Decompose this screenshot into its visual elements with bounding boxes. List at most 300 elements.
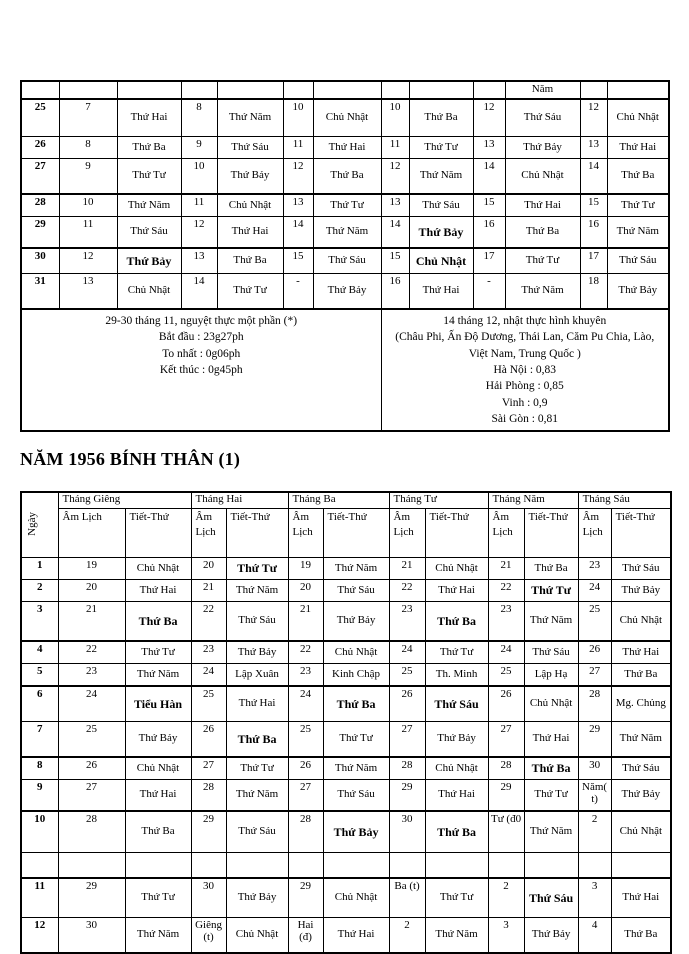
december-calendar-table — [20, 80, 670, 432]
lunar-date-cell: 25 — [488, 664, 524, 687]
lunar-date-cell: 2 — [389, 918, 425, 954]
weekday-cell — [425, 853, 488, 879]
table-row — [21, 686, 671, 722]
weekday-cell: Thứ Bảy — [313, 274, 381, 310]
lunar-date-cell: 2 — [488, 878, 524, 918]
table-row — [21, 217, 669, 249]
lunar-date-cell: 13 — [473, 137, 505, 159]
weekday-cell: Thứ Năm — [524, 602, 578, 642]
lunar-date-cell: 16 — [473, 217, 505, 249]
lunar-date-cell: 25 — [389, 664, 425, 687]
solar-day-cell: 6 — [21, 686, 58, 722]
weekday-cell: Thứ Năm — [611, 722, 671, 758]
lunar-date-cell: Tư (đ0 — [488, 811, 524, 853]
solar-day-cell — [21, 853, 58, 879]
note-line: (Châu Phi, Ấn Độ Dương, Thái Lan, Căm Pu Chia, Lào, Việt Nam, Trung Quốc ) — [395, 331, 655, 360]
table-row — [21, 853, 671, 879]
lunar-date-cell: 15 — [473, 194, 505, 217]
lunar-date-cell: 25 — [288, 722, 323, 758]
am-lich-header: Âm Lịch — [288, 509, 323, 558]
continuation-cell — [21, 81, 59, 99]
lunar-date-cell: 17 — [580, 248, 607, 274]
solar-day-cell: 1 — [21, 558, 58, 580]
continuation-row — [21, 81, 669, 99]
continuation-cell — [473, 81, 505, 99]
table-row — [21, 780, 671, 812]
weekday-cell: Thứ Năm — [117, 194, 181, 217]
weekday-cell: Thứ Sáu — [117, 217, 181, 249]
lunar-date-cell: 22 — [389, 580, 425, 602]
weekday-cell: Thứ Ba — [524, 558, 578, 580]
weekday-cell: Chủ Nhật — [313, 99, 381, 137]
weekday-cell: Thứ Tư — [125, 878, 191, 918]
am-lich-header: Âm Lịch — [58, 509, 125, 558]
weekday-cell: Thứ Sáu — [505, 99, 580, 137]
table-row — [21, 159, 669, 195]
weekday-cell: Thứ Bảy — [524, 918, 578, 954]
weekday-cell: Thứ Tư — [505, 248, 580, 274]
table-row — [21, 99, 669, 137]
lunar-date-cell: 8 — [181, 99, 217, 137]
solar-eclipse-note — [381, 309, 669, 431]
lunar-date-cell: 12 — [59, 248, 117, 274]
lunar-date-cell: 12 — [283, 159, 313, 195]
solar-day-cell: 27 — [21, 159, 59, 195]
weekday-cell: Thứ Bảy — [323, 811, 389, 853]
lunar-date-cell: 28 — [389, 757, 425, 780]
weekday-cell: Chủ Nhật — [125, 757, 191, 780]
month-header-nam: Tháng Năm — [488, 492, 578, 509]
weekday-cell: Thứ Tư — [524, 580, 578, 602]
tiet-thu-header: Tiết-Thứ — [323, 509, 389, 558]
lunar-date-cell: 26 — [288, 757, 323, 780]
lunar-date-cell: 26 — [58, 757, 125, 780]
weekday-cell: Thứ Hai — [611, 878, 671, 918]
lunar-date-cell: 12 — [580, 99, 607, 137]
weekday-cell: Lập Hạ — [524, 664, 578, 687]
lunar-date-cell: 8 — [59, 137, 117, 159]
lunar-date-cell: 28 — [288, 811, 323, 853]
weekday-cell: Thứ Bảy — [125, 722, 191, 758]
lunar-date-cell: 22 — [191, 602, 226, 642]
lunar-date-cell: 26 — [389, 686, 425, 722]
weekday-cell: Mg. Chủng — [611, 686, 671, 722]
lunar-date-cell: 14 — [580, 159, 607, 195]
lunar-date-cell: - — [473, 274, 505, 310]
lunar-date-cell: 23 — [488, 602, 524, 642]
lunar-date-cell: 27 — [488, 722, 524, 758]
weekday-cell: Thứ Hai — [505, 194, 580, 217]
weekday-cell — [226, 853, 288, 879]
lunar-date-cell: 26 — [578, 641, 611, 664]
lunar-date-cell: 25 — [578, 602, 611, 642]
lunar-date-cell: 11 — [381, 137, 409, 159]
weekday-cell: Thứ Hai — [117, 99, 181, 137]
lunar-date-cell: 15 — [580, 194, 607, 217]
am-lich-header: Âm Lịch — [191, 509, 226, 558]
lunar-date-cell: 27 — [191, 757, 226, 780]
lunar-date-cell: 15 — [381, 248, 409, 274]
weekday-cell: Thứ Bảy — [425, 722, 488, 758]
solar-day-cell: 29 — [21, 217, 59, 249]
lunar-date-cell: 14 — [283, 217, 313, 249]
solar-day-cell: 30 — [21, 248, 59, 274]
lunar-date-cell: 10 — [59, 194, 117, 217]
weekday-cell: Thứ Năm — [313, 217, 381, 249]
weekday-cell: Thứ Bảy — [226, 641, 288, 664]
weekday-cell: Thứ Bảy — [611, 580, 671, 602]
weekday-cell: Chủ Nhật — [323, 878, 389, 918]
lunar-date-cell: 10 — [181, 159, 217, 195]
lunar-date-cell: 14 — [181, 274, 217, 310]
solar-day-cell: 25 — [21, 99, 59, 137]
weekday-cell: Thứ Năm — [217, 99, 283, 137]
subheader-row — [21, 509, 671, 558]
lunar-date-cell: 11 — [181, 194, 217, 217]
lunar-date-cell: 29 — [288, 878, 323, 918]
weekday-cell: Thứ Ba — [217, 248, 283, 274]
lunar-date-cell: 24 — [389, 641, 425, 664]
lunar-date-cell: 13 — [181, 248, 217, 274]
weekday-cell: Thứ Sáu — [611, 757, 671, 780]
weekday-cell: Chủ Nhật — [226, 918, 288, 954]
lunar-date-cell: 24 — [191, 664, 226, 687]
tiet-thu-header: Tiết-Thứ — [125, 509, 191, 558]
weekday-cell: Thứ Ba — [611, 918, 671, 954]
weekday-cell: Thứ Sáu — [425, 686, 488, 722]
weekday-cell: Thứ Ba — [524, 757, 578, 780]
weekday-cell: Thứ Năm — [425, 918, 488, 954]
note-line: Kết thúc : 0g45ph — [159, 363, 243, 376]
lunar-date-cell: 7 — [59, 99, 117, 137]
solar-day-cell: 7 — [21, 722, 58, 758]
weekday-cell: Thứ Năm — [226, 580, 288, 602]
top-calendar-body — [21, 81, 669, 309]
weekday-cell: Chủ Nhật — [425, 558, 488, 580]
weekday-cell: Thứ Tư — [117, 159, 181, 195]
lunar-date-cell: 21 — [288, 602, 323, 642]
day-column-header — [21, 492, 58, 558]
lunar-date-cell: 20 — [288, 580, 323, 602]
lunar-date-cell: 23 — [191, 641, 226, 664]
solar-day-cell: 4 — [21, 641, 58, 664]
lunar-date-cell: 25 — [191, 686, 226, 722]
weekday-cell: Thứ Hai — [524, 722, 578, 758]
year-calendar-body — [21, 558, 671, 954]
weekday-cell: Chủ Nhật — [323, 641, 389, 664]
note-line: Vinh : 0,9 — [501, 396, 548, 409]
weekday-cell: Thứ Tư — [607, 194, 669, 217]
lunar-date-cell: 24 — [488, 641, 524, 664]
month-header-hai: Tháng Hai — [191, 492, 288, 509]
weekday-cell: Thứ Tư — [226, 757, 288, 780]
weekday-cell: Chủ Nhật — [607, 99, 669, 137]
lunar-date-cell: Ba (t) — [389, 878, 425, 918]
weekday-cell: Thứ Sáu — [226, 811, 288, 853]
solar-day-cell: 9 — [21, 780, 58, 812]
table-row — [21, 248, 669, 274]
weekday-cell: Thứ Bảy — [607, 274, 669, 310]
table-row — [21, 274, 669, 310]
solar-day-cell: 31 — [21, 274, 59, 310]
weekday-cell: Chủ Nhật — [425, 757, 488, 780]
weekday-cell: Thứ Ba — [313, 159, 381, 195]
lunar-date-cell: 30 — [389, 811, 425, 853]
lunar-date-cell: 12 — [181, 217, 217, 249]
lunar-date-cell: 23 — [389, 602, 425, 642]
continuation-cell — [409, 81, 473, 99]
weekday-cell: Thứ Bảy — [409, 217, 473, 249]
lunar-date-cell: 16 — [580, 217, 607, 249]
continuation-cell — [59, 81, 117, 99]
note-line: 14 tháng 12, nhật thực hình khuyên — [443, 315, 607, 327]
weekday-cell: Lập Xuân — [226, 664, 288, 687]
weekday-cell: Thứ Năm — [323, 757, 389, 780]
year-table-header — [21, 492, 671, 558]
weekday-cell: Thứ Năm — [125, 918, 191, 954]
weekday-cell: Thứ Hai — [409, 274, 473, 310]
lunar-date-cell: 27 — [58, 780, 125, 812]
lunar-date-cell — [488, 853, 524, 879]
weekday-cell: Thứ Tư — [409, 137, 473, 159]
lunar-date-cell: 24 — [288, 686, 323, 722]
lunar-date-cell: 12 — [381, 159, 409, 195]
weekday-cell: Thứ Sáu — [611, 558, 671, 580]
page-title: NĂM 1956 BÍNH THÂN (1) — [20, 449, 241, 470]
weekday-cell: Thứ Hai — [125, 780, 191, 812]
lunar-date-cell: 18 — [580, 274, 607, 310]
lunar-date-cell: 10 — [381, 99, 409, 137]
weekday-cell: Thứ Ba — [607, 159, 669, 195]
continuation-cell — [313, 81, 381, 99]
lunar-date-cell: 21 — [191, 580, 226, 602]
weekday-cell: Chủ Nhật — [409, 248, 473, 274]
table-row — [21, 757, 671, 780]
lunar-date-cell: 29 — [58, 878, 125, 918]
continuation-cell: Năm — [505, 81, 580, 99]
lunar-date-cell: 19 — [58, 558, 125, 580]
lunar-date-cell: 21 — [58, 602, 125, 642]
weekday-cell: Thứ Tư — [425, 878, 488, 918]
continuation-cell — [607, 81, 669, 99]
weekday-cell: Thứ Sáu — [323, 780, 389, 812]
lunar-date-cell: 29 — [578, 722, 611, 758]
lunar-date-cell — [389, 853, 425, 879]
lunar-date-cell: Hai (đ) — [288, 918, 323, 954]
note-line: Hà Nội : 0,83 — [493, 363, 557, 376]
weekday-cell: Thứ Sáu — [524, 641, 578, 664]
weekday-cell: Chủ Nhật — [117, 274, 181, 310]
lunar-date-cell: 29 — [488, 780, 524, 812]
weekday-cell: Thứ Hai — [125, 580, 191, 602]
lunar-date-cell — [58, 853, 125, 879]
lunar-date-cell — [191, 853, 226, 879]
lunar-date-cell: 13 — [59, 274, 117, 310]
solar-day-cell: 10 — [21, 811, 58, 853]
day-header-label: Ngày — [26, 511, 38, 536]
lunar-date-cell: 17 — [473, 248, 505, 274]
lunar-date-cell: 30 — [58, 918, 125, 954]
weekday-cell: Thứ Bảy — [505, 137, 580, 159]
solar-day-cell: 12 — [21, 918, 58, 954]
weekday-cell: Thứ Năm — [409, 159, 473, 195]
lunar-date-cell: 11 — [59, 217, 117, 249]
lunar-date-cell: 25 — [58, 722, 125, 758]
lunar-date-cell: 23 — [578, 558, 611, 580]
weekday-cell: Thứ Tư — [217, 274, 283, 310]
lunar-date-cell: 27 — [288, 780, 323, 812]
table-row — [21, 918, 671, 954]
lunar-date-cell: 28 — [578, 686, 611, 722]
lunar-date-cell: 29 — [389, 780, 425, 812]
table-row — [21, 137, 669, 159]
year-1956-calendar-table — [20, 491, 672, 954]
weekday-cell: Thứ Hai — [313, 137, 381, 159]
lunar-date-cell: 22 — [288, 641, 323, 664]
weekday-cell: Thứ Ba — [226, 722, 288, 758]
weekday-cell: Thứ Tư — [425, 641, 488, 664]
continuation-cell — [117, 81, 181, 99]
lunar-date-cell: - — [283, 274, 313, 310]
month-header-tu: Tháng Tư — [389, 492, 488, 509]
lunar-date-cell: 20 — [58, 580, 125, 602]
lunar-date-cell: Năm(t) — [578, 780, 611, 812]
weekday-cell: Chủ Nhật — [125, 558, 191, 580]
weekday-cell: Thứ Năm — [505, 274, 580, 310]
note-line: Hải Phòng : 0,85 — [485, 380, 564, 393]
weekday-cell: Thứ Sáu — [607, 248, 669, 274]
weekday-cell: Thứ Hai — [323, 918, 389, 954]
lunar-date-cell: 29 — [191, 811, 226, 853]
weekday-cell: Thứ Ba — [425, 602, 488, 642]
tiet-thu-header: Tiết-Thứ — [226, 509, 288, 558]
lunar-date-cell: 14 — [473, 159, 505, 195]
weekday-cell: Tiểu Hàn — [125, 686, 191, 722]
note-line: Bắt đầu : 23g27ph — [158, 331, 244, 344]
tiet-thu-header: Tiết-Thứ — [611, 509, 671, 558]
lunar-date-cell: 30 — [191, 878, 226, 918]
tiet-thu-header: Tiết-Thứ — [425, 509, 488, 558]
table-row — [21, 664, 671, 687]
lunar-date-cell: Giêng (t) — [191, 918, 226, 954]
note-line: To nhất : 0g06ph — [162, 347, 241, 360]
lunar-date-cell: 13 — [580, 137, 607, 159]
weekday-cell: Thứ Năm — [125, 664, 191, 687]
weekday-cell: Chủ Nhật — [505, 159, 580, 195]
lunar-date-cell: 11 — [283, 137, 313, 159]
weekday-cell: Th. Minh — [425, 664, 488, 687]
continuation-cell — [181, 81, 217, 99]
lunar-date-cell: 10 — [283, 99, 313, 137]
weekday-cell: Chủ Nhật — [217, 194, 283, 217]
weekday-cell — [524, 853, 578, 879]
weekday-cell: Thứ Sáu — [323, 580, 389, 602]
lunar-date-cell: 30 — [578, 757, 611, 780]
weekday-cell: Thứ Bảy — [217, 159, 283, 195]
weekday-cell: Thứ Hai — [226, 686, 288, 722]
lunar-date-cell: 3 — [488, 918, 524, 954]
lunar-date-cell: 27 — [389, 722, 425, 758]
lunar-date-cell: 14 — [381, 217, 409, 249]
lunar-date-cell — [288, 853, 323, 879]
weekday-cell: Thứ Hai — [607, 137, 669, 159]
weekday-cell: Thứ Bảy — [117, 248, 181, 274]
solar-day-cell: 3 — [21, 602, 58, 642]
continuation-cell — [283, 81, 313, 99]
weekday-cell: Kinh Chập — [323, 664, 389, 687]
month-header-row — [21, 492, 671, 509]
month-header-ba: Tháng Ba — [288, 492, 389, 509]
solar-day-cell: 11 — [21, 878, 58, 918]
lunar-date-cell: 24 — [58, 686, 125, 722]
weekday-cell: Thứ Tư — [226, 558, 288, 580]
eclipse-notes-body — [21, 309, 669, 431]
tiet-thu-header: Tiết-Thứ — [524, 509, 578, 558]
lunar-date-cell: 13 — [283, 194, 313, 217]
weekday-cell: Thứ Tư — [524, 780, 578, 812]
lunar-date-cell: 23 — [288, 664, 323, 687]
weekday-cell: Thứ Năm — [607, 217, 669, 249]
weekday-cell: Thứ Năm — [226, 780, 288, 812]
weekday-cell: Thứ Sáu — [217, 137, 283, 159]
solar-day-cell: 26 — [21, 137, 59, 159]
lunar-date-cell: 27 — [578, 664, 611, 687]
weekday-cell: Thứ Ba — [505, 217, 580, 249]
table-row — [21, 878, 671, 918]
weekday-cell: Thứ Hai — [425, 580, 488, 602]
lunar-date-cell: 16 — [381, 274, 409, 310]
weekday-cell: Thứ Tư — [323, 722, 389, 758]
table-row — [21, 602, 671, 642]
weekday-cell: Thứ Ba — [323, 686, 389, 722]
weekday-cell: Thứ Ba — [125, 602, 191, 642]
note-line: Sài Gòn : 0,81 — [491, 412, 558, 425]
weekday-cell: Thứ Sáu — [226, 602, 288, 642]
weekday-cell: Thứ Sáu — [313, 248, 381, 274]
weekday-cell: Thứ Hai — [217, 217, 283, 249]
notes-row — [21, 309, 669, 431]
lunar-date-cell: 21 — [488, 558, 524, 580]
weekday-cell — [125, 853, 191, 879]
weekday-cell: Chủ Nhật — [611, 811, 671, 853]
lunar-date-cell: 22 — [488, 580, 524, 602]
lunar-date-cell: 28 — [488, 757, 524, 780]
am-lich-header: Âm Lịch — [578, 509, 611, 558]
lunar-date-cell: 26 — [191, 722, 226, 758]
lunar-date-cell: 13 — [381, 194, 409, 217]
weekday-cell — [323, 853, 389, 879]
weekday-cell: Thứ Ba — [117, 137, 181, 159]
month-header-gieng: Tháng Giêng — [58, 492, 191, 509]
lunar-date-cell: 23 — [58, 664, 125, 687]
weekday-cell: Thứ Ba — [125, 811, 191, 853]
weekday-cell — [611, 853, 671, 879]
table-row — [21, 722, 671, 758]
lunar-date-cell: 15 — [283, 248, 313, 274]
lunar-date-cell: 28 — [191, 780, 226, 812]
table-row — [21, 558, 671, 580]
note-line: 29-30 tháng 11, nguyệt thực một phần (*) — [105, 315, 298, 327]
am-lich-header: Âm Lịch — [389, 509, 425, 558]
continuation-cell — [580, 81, 607, 99]
table-row — [21, 641, 671, 664]
weekday-cell: Chủ Nhật — [611, 602, 671, 642]
lunar-date-cell: 3 — [578, 878, 611, 918]
lunar-date-cell: 21 — [389, 558, 425, 580]
lunar-date-cell: 9 — [181, 137, 217, 159]
weekday-cell: Thứ Tư — [125, 641, 191, 664]
weekday-cell: Thứ Ba — [611, 664, 671, 687]
